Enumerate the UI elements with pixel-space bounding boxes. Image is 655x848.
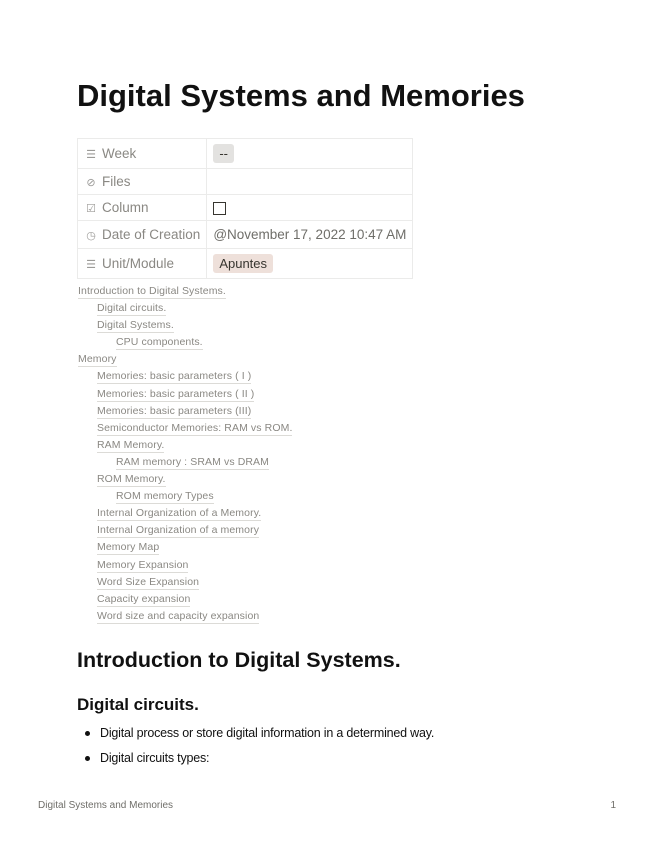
toc-link[interactable] [78,318,292,335]
toc-link[interactable] [78,301,292,318]
toc-link[interactable] [78,387,292,404]
toc-link[interactable] [78,335,292,352]
property-value[interactable] [207,139,413,169]
property-value-text: @November 17, 2022 10:47 AM [213,227,407,242]
toc-link-label: CPU components. [116,336,203,349]
toc-link[interactable] [78,540,292,557]
property-key-label: Unit/Module [102,256,175,271]
list-item-text: Digital circuits types: [100,751,210,765]
property-key [78,169,207,195]
property-key [78,195,207,221]
bullet-list [77,724,434,774]
property-key [78,139,207,169]
property-tag[interactable]: -- [213,144,234,163]
toc-link-label: ROM memory Types [116,490,214,503]
toc-link[interactable] [78,489,292,506]
toc-link-label: ROM Memory. [97,473,166,486]
property-key [78,221,207,249]
page-number: 1 [610,800,616,811]
toc-link[interactable] [78,352,292,369]
toc-link[interactable] [78,506,292,523]
list-icon: ☰ [86,259,96,271]
table-of-contents [78,284,292,626]
list-icon: ☰ [86,149,96,161]
property-row [78,169,413,195]
property-value[interactable] [207,249,413,279]
section-subheading: Digital circuits. [77,695,199,714]
toc-link[interactable] [78,404,292,421]
toc-link-label: RAM memory : SRAM vs DRAM [116,455,270,468]
property-row [78,221,413,249]
toc-link-label: Word Size Expansion [97,575,200,588]
toc-link-label: Digital circuits. [97,302,167,315]
toc-link[interactable] [78,421,292,438]
toc-link-label: Memory Expansion [97,558,189,571]
toc-link-label: Memories: basic parameters ( II ) [97,387,255,400]
toc-link-label: Memories: basic parameters ( I ) [97,370,252,383]
properties-table [77,138,413,279]
toc-link[interactable] [78,438,292,455]
toc-link[interactable] [78,284,292,301]
toc-link-label: Capacity expansion [97,592,191,605]
property-key-label: Date of Creation [102,227,201,242]
toc-link-label: Memory Map [97,541,160,554]
property-key-label: Week [102,146,137,161]
section-heading: Introduction to Digital Systems. [77,648,401,672]
property-row [78,195,413,221]
checkbox-property-icon: ☑ [86,203,96,215]
toc-link[interactable] [78,575,292,592]
toc-link[interactable] [78,455,292,472]
list-item-text: Digital process or store digital information in a determined way. [100,726,435,740]
toc-link[interactable] [78,369,292,386]
bullet-dot-icon [85,756,90,761]
property-tag[interactable]: Apuntes [213,254,273,273]
page-title: Digital Systems and Memories [77,78,525,113]
property-key-label: Column [102,200,149,215]
bullet-dot-icon [85,731,90,736]
toc-link[interactable] [78,523,292,540]
toc-link[interactable] [78,472,292,489]
toc-link-label: Memories: basic parameters (III) [97,404,252,417]
list-item [77,724,434,749]
toc-link-label: Digital Systems. [97,319,174,332]
property-value[interactable] [207,221,413,249]
list-item [77,749,434,774]
property-row [78,249,413,279]
toc-link[interactable] [78,558,292,575]
toc-link-label: Internal Organization of a Memory. [97,507,262,520]
footer-title: Digital Systems and Memories [38,800,174,811]
toc-link[interactable] [78,609,292,626]
property-value[interactable] [207,195,413,221]
column-checkbox[interactable] [213,202,226,215]
property-key-label: Files [102,174,131,189]
paperclip-icon: ⊘ [86,177,96,189]
toc-link-label: Internal Organization of a memory [97,524,260,537]
toc-link-label: Memory [78,353,117,366]
toc-link-label: Word size and capacity expansion [97,609,260,622]
toc-link-label: RAM Memory. [97,438,165,451]
property-row [78,139,413,169]
toc-link-label: Semiconductor Memories: RAM vs ROM. [97,421,293,434]
toc-link-label: Introduction to Digital Systems. [78,285,226,297]
property-key [78,249,207,279]
toc-link[interactable] [78,592,292,609]
property-value[interactable] [207,169,413,195]
clock-icon: ◷ [86,230,96,242]
